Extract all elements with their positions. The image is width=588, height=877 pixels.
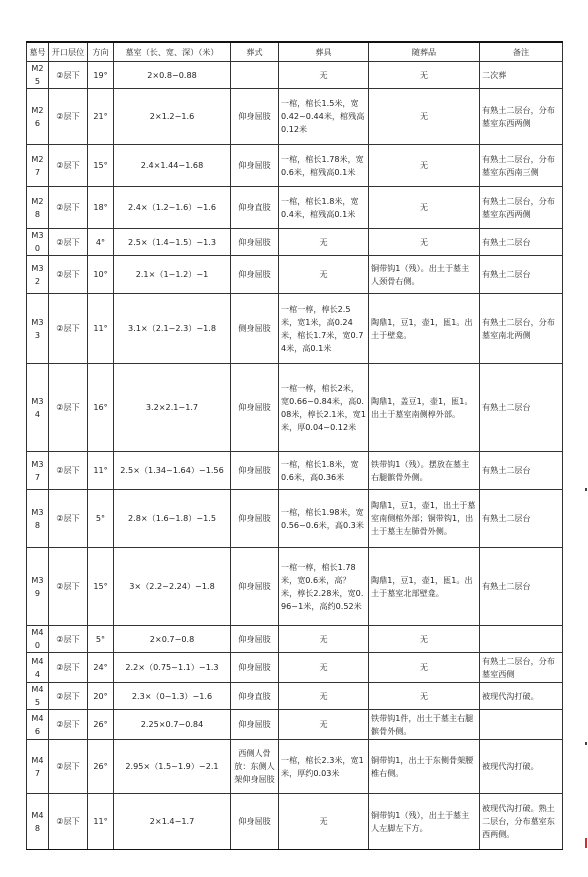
cell-posture: 仰身屈肢 — [231, 145, 279, 187]
cell-goods: 铁带钩1（残）。摆放在墓主右腿髌骨外侧。 — [369, 452, 480, 490]
cell-coffin: 无 — [279, 683, 369, 710]
cell-direction: 24° — [88, 653, 114, 683]
cell-coffin: 无 — [279, 710, 369, 740]
cell-note: 有熟土二层台，分布墓室南北两侧 — [480, 294, 563, 364]
cell-tomb-id: M40 — [27, 626, 49, 653]
cell-note: 有熟土二层台，分布墓室西侧 — [480, 653, 563, 683]
cell-size: 2.8×（1.6~1.8）−1.5 — [114, 490, 231, 548]
cell-goods: 铁带钩1件，出土于墓主右腿髌骨外侧。 — [369, 710, 480, 740]
cell-size: 2.25×0.7−0.84 — [114, 710, 231, 740]
cell-note: 有熟土二层台 — [480, 256, 563, 294]
table-row — [27, 256, 563, 294]
cell-tomb-id: M30 — [27, 229, 49, 256]
cell-coffin: 无 — [279, 256, 369, 294]
table-row — [27, 62, 563, 89]
cell-tomb-id: M27 — [27, 145, 49, 187]
edge-mark — [585, 838, 587, 848]
cell-coffin: 一棺，棺长1.5米，宽0.42~0.44米，棺残高0.12米 — [279, 89, 369, 145]
cell-posture: 仰身屈肢 — [231, 89, 279, 145]
cell-tomb-id: M47 — [27, 740, 49, 794]
cell-note: 被现代沟打破。 — [480, 740, 563, 794]
cell-goods: 无 — [369, 62, 480, 89]
cell-tomb-id: M37 — [27, 452, 49, 490]
header-posture: 葬式 — [231, 42, 279, 62]
cell-coffin: 一棺，棺长1.78米，宽0.6米，棺残高0.1米 — [279, 145, 369, 187]
cell-note: 被现代沟打破。熟土二层台，分布墓室东西两侧。 — [480, 794, 563, 850]
cell-goods: 无 — [369, 626, 480, 653]
tomb-table — [26, 41, 563, 850]
table-row — [27, 452, 563, 490]
cell-posture: 仰身屈肢 — [231, 794, 279, 850]
table-row — [27, 548, 563, 626]
cell-size: 3.1×（2.1~2.3）−1.8 — [114, 294, 231, 364]
cell-posture: 仰身屈肢 — [231, 452, 279, 490]
cell-layer: ②层下 — [49, 89, 88, 145]
cell-tomb-id: M38 — [27, 490, 49, 548]
cell-posture: 仰身直肢 — [231, 187, 279, 229]
header-size: 墓室（长、宽、深）（米） — [114, 42, 231, 62]
cell-size: 2.95×（1.5~1.9）−2.1 — [114, 740, 231, 794]
cell-coffin: 无 — [279, 653, 369, 683]
cell-coffin: 无 — [279, 794, 369, 850]
cell-direction: 10° — [88, 256, 114, 294]
cell-coffin: 一棺，棺长2.3米，宽1米，厚约0.03米 — [279, 740, 369, 794]
header-tomb-id: 墓号 — [27, 42, 49, 62]
cell-layer: ②层下 — [49, 256, 88, 294]
header-goods: 随葬品 — [369, 42, 480, 62]
cell-goods: 陶鼎1，豆1，壶1，匜1。出土于墓室北部壁龛。 — [369, 548, 480, 626]
cell-coffin: 一棺一椁，棺长2米，宽0.66~0.84米，高0.08米，椁长2.1米，宽1米，厚0.04~0.12米 — [279, 364, 369, 452]
cell-note: 有熟土二层台 — [480, 548, 563, 626]
cell-layer: ②层下 — [49, 683, 88, 710]
table-row — [27, 294, 563, 364]
cell-layer: ②层下 — [49, 653, 88, 683]
cell-direction: 16° — [88, 364, 114, 452]
cell-layer: ②层下 — [49, 187, 88, 229]
cell-layer: ②层下 — [49, 490, 88, 548]
cell-size: 2.3×（0~1.3）−1.6 — [114, 683, 231, 710]
cell-direction: 26° — [88, 710, 114, 740]
cell-coffin: 无 — [279, 626, 369, 653]
cell-note: 有熟土二层台 — [480, 364, 563, 452]
table-row — [27, 229, 563, 256]
cell-size: 3.2×2.1−1.7 — [114, 364, 231, 452]
cell-size: 2.4×1.44−1.68 — [114, 145, 231, 187]
cell-tomb-id: M39 — [27, 548, 49, 626]
cell-layer: ②层下 — [49, 364, 88, 452]
cell-goods: 无 — [369, 229, 480, 256]
cell-goods: 无 — [369, 683, 480, 710]
cell-tomb-id: M45 — [27, 683, 49, 710]
cell-goods: 陶鼎1，豆1，壶1，匜1。出土于壁龛。 — [369, 294, 480, 364]
edge-mark — [585, 742, 587, 745]
cell-note — [480, 710, 563, 740]
cell-posture: 仰身屈肢 — [231, 548, 279, 626]
cell-note: 有熟土二层台，分布墓室东西两侧 — [480, 187, 563, 229]
table-row — [27, 89, 563, 145]
cell-coffin: 一棺，棺长1.98米，宽0.56~0.6米，高0.3米 — [279, 490, 369, 548]
cell-posture: 仰身屈肢 — [231, 364, 279, 452]
cell-posture: 仰身屈肢 — [231, 710, 279, 740]
cell-size: 2×1.4−1.7 — [114, 794, 231, 850]
table-row — [27, 626, 563, 653]
cell-size: 2.1×（1~1.2）−1 — [114, 256, 231, 294]
cell-posture — [231, 62, 279, 89]
cell-direction: 11° — [88, 794, 114, 850]
cell-direction: 5° — [88, 626, 114, 653]
cell-tomb-id: M46 — [27, 710, 49, 740]
edge-mark — [585, 488, 587, 491]
table-row — [27, 187, 563, 229]
cell-layer: ②层下 — [49, 62, 88, 89]
cell-posture: 侧身屈肢 — [231, 294, 279, 364]
table-row — [27, 794, 563, 850]
cell-direction: 18° — [88, 187, 114, 229]
cell-coffin: 一棺，棺长1.8米，宽0.6米，高0.36米 — [279, 452, 369, 490]
cell-note: 二次葬 — [480, 62, 563, 89]
cell-size: 2×0.7−0.8 — [114, 626, 231, 653]
cell-direction: 11° — [88, 452, 114, 490]
cell-direction: 5° — [88, 490, 114, 548]
cell-layer: ②层下 — [49, 548, 88, 626]
table-row — [27, 653, 563, 683]
cell-layer: ②层下 — [49, 626, 88, 653]
cell-goods: 铜带钩1，出土于东侧骨架腰椎右侧。 — [369, 740, 480, 794]
cell-tomb-id: M34 — [27, 364, 49, 452]
table-header-row — [27, 42, 563, 62]
cell-tomb-id: M26 — [27, 89, 49, 145]
cell-size: 2×0.8−0.88 — [114, 62, 231, 89]
table-row — [27, 364, 563, 452]
cell-posture: 仰身屈肢 — [231, 229, 279, 256]
document-page — [26, 41, 562, 850]
table-row — [27, 710, 563, 740]
header-layer: 开口层位 — [49, 42, 88, 62]
cell-note: 有熟土二层台 — [480, 452, 563, 490]
cell-posture: 仰身屈肢 — [231, 256, 279, 294]
cell-note: 有熟土二层台，分布墓室东西两侧 — [480, 89, 563, 145]
cell-posture: 仰身屈肢 — [231, 626, 279, 653]
table-row — [27, 740, 563, 794]
cell-posture: 仰身直肢 — [231, 683, 279, 710]
cell-posture: 仰身屈肢 — [231, 490, 279, 548]
cell-layer: ②层下 — [49, 452, 88, 490]
table-row — [27, 683, 563, 710]
cell-tomb-id: M48 — [27, 794, 49, 850]
cell-posture: 西侧人骨放：东侧人架仰身屈肢 — [231, 740, 279, 794]
cell-goods: 无 — [369, 145, 480, 187]
cell-note: 有熟土二层台，分布墓室东西南三侧 — [480, 145, 563, 187]
cell-layer: ②层下 — [49, 229, 88, 256]
cell-coffin: 无 — [279, 62, 369, 89]
cell-goods: 铜带钩1（残），出土于墓主人左脚左下方。 — [369, 794, 480, 850]
cell-layer: ②层下 — [49, 294, 88, 364]
table-row — [27, 490, 563, 548]
cell-goods: 陶鼎1，豆1，壶1，出土于墓室南侧棺外部；铜带钩1，出土于墓主左肺骨外侧。 — [369, 490, 480, 548]
cell-posture: 仰身屈肢 — [231, 653, 279, 683]
header-coffin: 葬具 — [279, 42, 369, 62]
cell-direction: 11° — [88, 294, 114, 364]
cell-size: 2.4×（1.2~1.6）−1.6 — [114, 187, 231, 229]
cell-note: 有熟土二层台 — [480, 229, 563, 256]
cell-direction: 20° — [88, 683, 114, 710]
cell-size: 3×（2.2~2.24）−1.8 — [114, 548, 231, 626]
cell-size: 2×1.2−1.6 — [114, 89, 231, 145]
cell-tomb-id: M25 — [27, 62, 49, 89]
cell-goods: 无 — [369, 653, 480, 683]
cell-goods: 无 — [369, 187, 480, 229]
header-direction: 方向 — [88, 42, 114, 62]
cell-direction: 19° — [88, 62, 114, 89]
cell-layer: ②层下 — [49, 710, 88, 740]
cell-size: 2.5×（1.4~1.5）−1.3 — [114, 229, 231, 256]
cell-coffin: 一棺一椁，椁长2.5米，宽1米，高0.24米，棺长1.7米，宽0.74米，高0.1米 — [279, 294, 369, 364]
cell-tomb-id: M32 — [27, 256, 49, 294]
cell-tomb-id: M44 — [27, 653, 49, 683]
cell-goods: 陶鼎1，盖豆1，壶1，匜1。出土于墓室南侧椁外部。 — [369, 364, 480, 452]
cell-note: 被现代沟打破。 — [480, 683, 563, 710]
header-note: 备注 — [480, 42, 563, 62]
cell-note: 有熟土二层台 — [480, 490, 563, 548]
cell-layer: ②层下 — [49, 145, 88, 187]
cell-note — [480, 626, 563, 653]
cell-layer: ②层下 — [49, 794, 88, 850]
cell-tomb-id: M33 — [27, 294, 49, 364]
cell-tomb-id: M28 — [27, 187, 49, 229]
cell-size: 2.5×（1.34~1.64）−1.56 — [114, 452, 231, 490]
cell-size: 2.2×（0.75~1.1）−1.3 — [114, 653, 231, 683]
cell-direction: 4° — [88, 229, 114, 256]
table-row — [27, 145, 563, 187]
cell-coffin: 无 — [279, 229, 369, 256]
cell-direction: 15° — [88, 548, 114, 626]
cell-coffin: 一棺一椁，棺长1.78米，宽0.6米，高？米，椁长2.28米，宽0.96~1米，高约0.52米 — [279, 548, 369, 626]
cell-direction: 15° — [88, 145, 114, 187]
cell-goods: 无 — [369, 89, 480, 145]
cell-goods: 铜带钩1（残）。出土于墓主人颈骨右侧。 — [369, 256, 480, 294]
cell-direction: 21° — [88, 89, 114, 145]
cell-direction: 26° — [88, 740, 114, 794]
cell-layer: ②层下 — [49, 740, 88, 794]
cell-coffin: 一棺，棺长1.8米，宽0.4米，棺残高0.1米 — [279, 187, 369, 229]
